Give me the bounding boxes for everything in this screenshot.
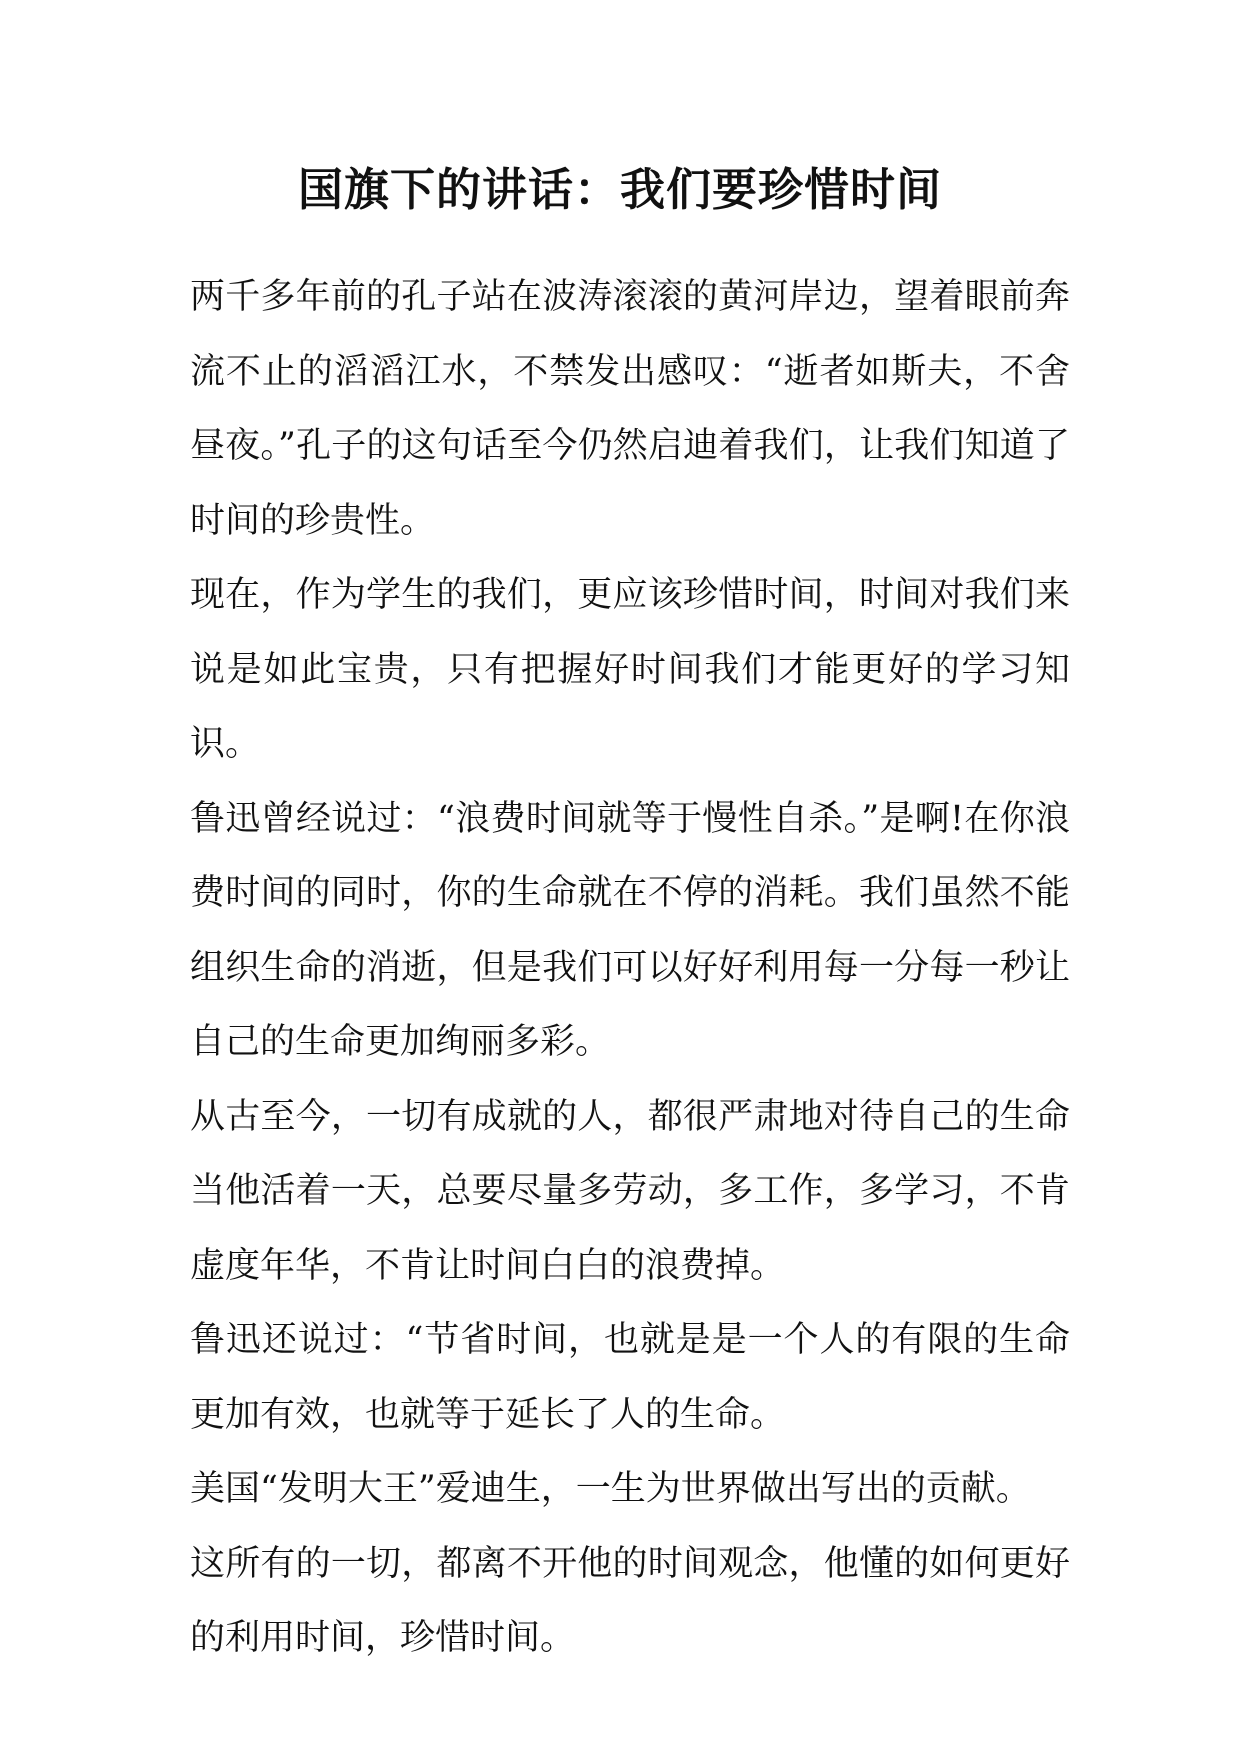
paragraph: 鲁迅还说过：“节省时间，也就是是一个人的有限的生命更加有效，也就等于延长了人的生命。 <box>190 1320 1070 1435</box>
paragraph: 美国“发明大王”爱迪生，一生为世界做出写出的贡献。 <box>190 1469 1031 1509</box>
document-body <box>190 260 1070 1676</box>
document-title: 国旗下的讲话：我们要珍惜时间 <box>297 163 942 216</box>
paragraph: 鲁迅曾经说过：“浪费时间就等于慢性自杀。”是啊!在你浪费时间的同时，你的生命就在不停的消耗。我们虽然不能组织生命的消逝，但是我们可以好好利用每一分每一秒让自己的生命更加绚丽多彩。 <box>190 798 1070 1062</box>
paragraph: 现在，作为学生的我们，更应该珍惜时间，时间对我们来说是如此宝贵，只有把握好时间我们才能更好的学习知识。 <box>190 575 1070 764</box>
paragraph: 这所有的一切，都离不开他的时间观念，他懂的如何更好的利用时间，珍惜时间。 <box>190 1543 1070 1658</box>
paragraph: 从古至今，一切有成就的人，都很严肃地对待自己的生命当他活着一天，总要尽量多劳动，多工作，多学习，不肯虚度年华，不肯让时间白白的浪费掉。 <box>190 1096 1070 1286</box>
paragraph: 两千多年前的孔子站在波涛滚滚的黄河岸边，望着眼前奔流不止的滔滔江水，不禁发出感叹：“逝者如斯夫，不舍昼夜。”孔子的这句话至今仍然启迪着我们，让我们知道了时间的珍贵性。 <box>190 277 1070 541</box>
